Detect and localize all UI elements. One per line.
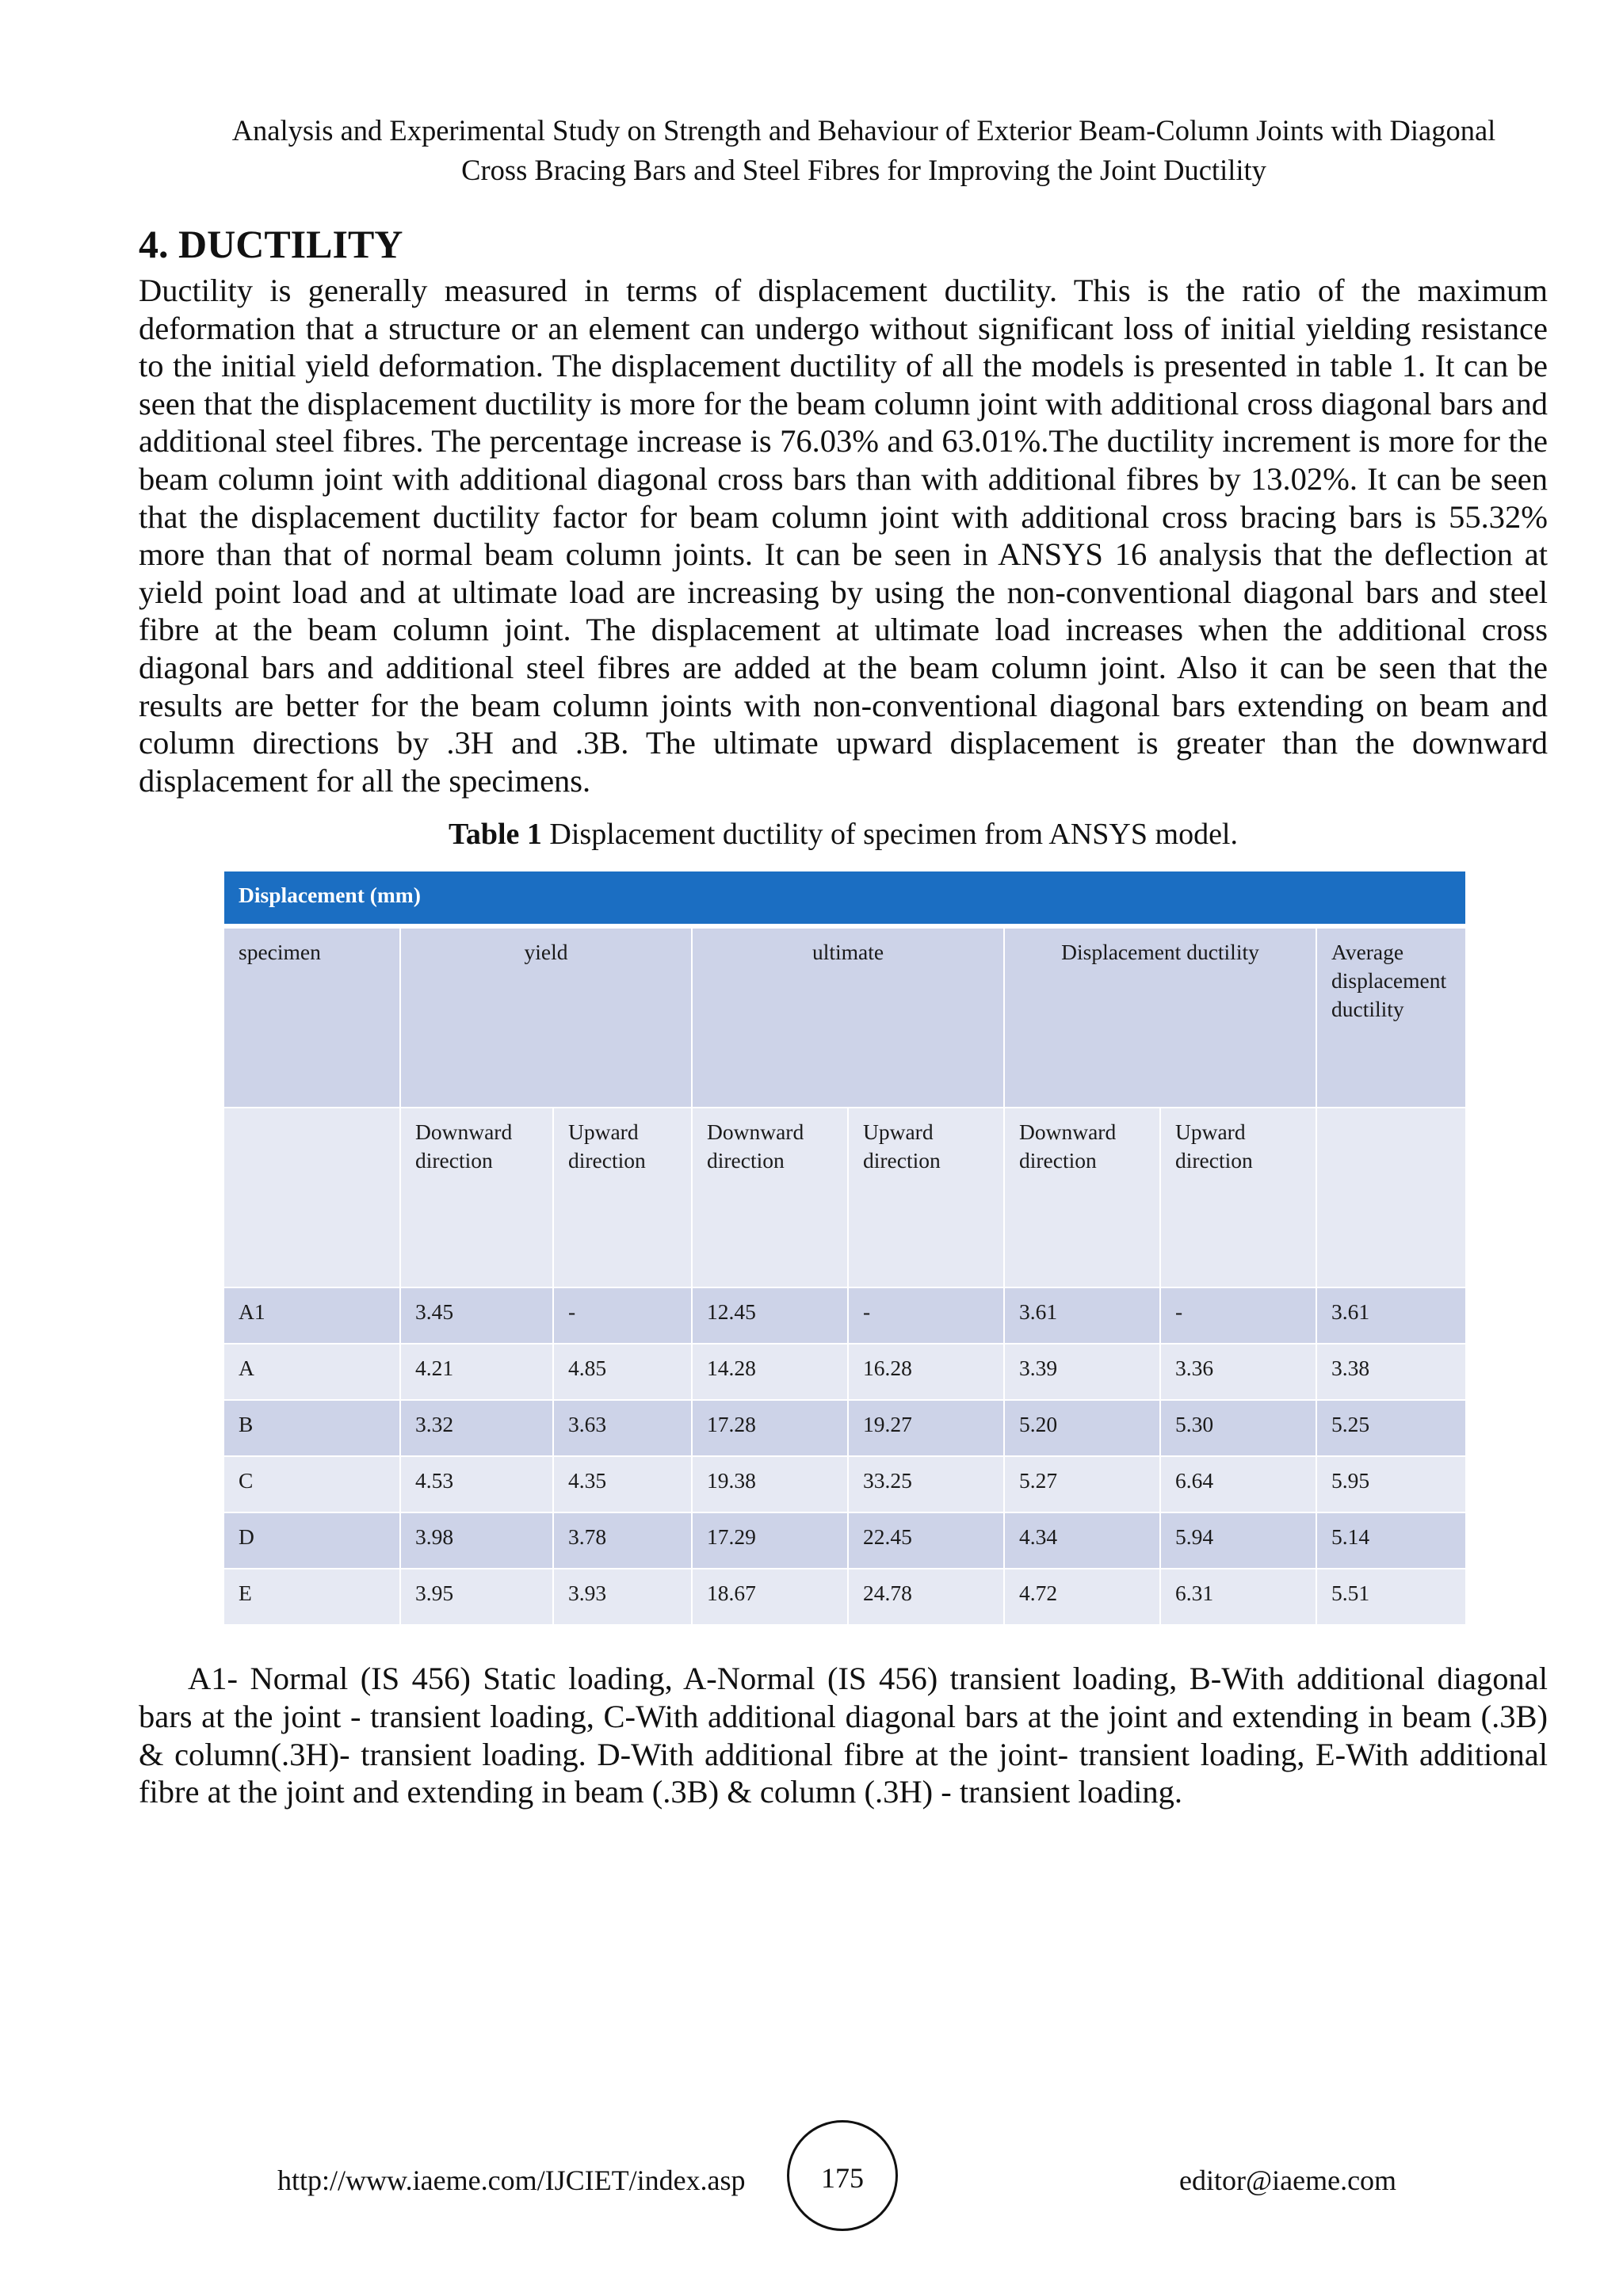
subheader-ultimate-up: Upward direction bbox=[848, 1108, 1004, 1287]
header-yield: yield bbox=[400, 926, 692, 1108]
cell-ductility-down: 3.61 bbox=[1004, 1287, 1160, 1344]
table-caption-text: Displacement ductility of specimen from ANSYS model. bbox=[541, 818, 1238, 851]
cell-ductility-up: 3.36 bbox=[1160, 1344, 1316, 1400]
table-band-row bbox=[223, 871, 1466, 926]
footer-url-link[interactable]: http://www.iaeme.com/IJCIET/index.asp bbox=[277, 2164, 746, 2196]
displacement-table bbox=[223, 870, 1467, 1626]
cell-ductility-up: 5.94 bbox=[1160, 1512, 1316, 1569]
cell-ductility-down: 5.27 bbox=[1004, 1456, 1160, 1512]
cell-specimen: C bbox=[223, 1456, 400, 1512]
cell-yield-up: - bbox=[553, 1287, 692, 1344]
cell-yield-down: 3.95 bbox=[400, 1569, 553, 1625]
ductility-paragraph: Ductility is generally measured in terms of displacement ductility. This is the ratio of the maximum deformation that a structure or an element can undergo without significant loss of initial yielding resistance to the initial yield deformation. The displacement ductility of all the models is presented in table 1. It can be seen that the displacement ductility is more for the beam column joint with additional cross diagonal bars and additional steel fibres. The percentage increase is 76.03% and 63.01%.The ductility increment is more for the beam column joint with additional diagonal cross bars than with additional fibres by 13.02%. It can be seen that the displacement ductility factor for beam column joint with additional cross bracing bars is 55.32% more than that of normal beam column joints. It can be seen in ANSYS 16 analysis that the deflection at yield point load and at ultimate load are increasing by using the non-conventional diagonal bars and steel fibre at the beam column joint. The displacement at ultimate load increases when the additional cross diagonal bars and additional steel fibres are added at the beam column joint. Also it can be seen that the results are better for the beam column joints with non-conventional diagonal bars extending on beam and column directions by .3H and .3B. The ultimate upward displacement is greater than the downward displacement for all the specimens. bbox=[139, 273, 1548, 799]
footer-email-link[interactable]: editor@iaeme.com bbox=[1179, 2164, 1397, 2196]
header-displacement-ductility: Displacement ductility bbox=[1004, 926, 1316, 1108]
subheader-average-empty bbox=[1316, 1108, 1466, 1287]
cell-yield-down: 3.32 bbox=[400, 1400, 553, 1456]
cell-ductility-up: 6.31 bbox=[1160, 1569, 1316, 1625]
table-row bbox=[223, 1512, 1466, 1569]
cell-yield-up: 4.35 bbox=[553, 1456, 692, 1512]
cell-yield-down: 3.45 bbox=[400, 1287, 553, 1344]
specimen-legend-paragraph: A1- Normal (IS 456) Static loading, A-Normal (IS 456) transient loading, B-With additional diagonal bars at the joint - transient loading, C-With additional diagonal bars at the joint and extending in beam (.3B) & column(.3H)- transient loading. D-With additional fibre at the joint- transient loading, E-With additional fibre at the joint and extending in beam (.3B) & column (.3H) - transient loading. bbox=[139, 1661, 1548, 1810]
table-row bbox=[223, 1344, 1466, 1400]
running-title-line-1: Analysis and Experimental Study on Strength and Behaviour of Exterior Beam-Column Joints with Diagonal bbox=[231, 114, 1496, 147]
cell-ductility-up: - bbox=[1160, 1287, 1316, 1344]
cell-ultimate-down: 19.38 bbox=[692, 1456, 848, 1512]
cell-ultimate-down: 14.28 bbox=[692, 1344, 848, 1400]
cell-ultimate-down: 17.29 bbox=[692, 1512, 848, 1569]
running-title-line-2: Cross Bracing Bars and Steel Fibres for Improving the Joint Ductility bbox=[461, 154, 1266, 186]
cell-average: 5.51 bbox=[1316, 1569, 1466, 1625]
table-row bbox=[223, 1400, 1466, 1456]
cell-ultimate-down: 18.67 bbox=[692, 1569, 848, 1625]
subheader-yield-down: Downward direction bbox=[400, 1108, 553, 1287]
cell-average: 3.61 bbox=[1316, 1287, 1466, 1344]
cell-average: 5.95 bbox=[1316, 1456, 1466, 1512]
page-number: 175 bbox=[787, 2120, 898, 2231]
cell-yield-up: 3.93 bbox=[553, 1569, 692, 1625]
cell-ultimate-up: - bbox=[848, 1287, 1004, 1344]
subheader-ductility-down: Downward direction bbox=[1004, 1108, 1160, 1287]
table-row bbox=[223, 1569, 1466, 1625]
table-caption bbox=[139, 816, 1548, 852]
section-heading: 4. DUCTILITY bbox=[139, 222, 403, 266]
cell-specimen: E bbox=[223, 1569, 400, 1625]
cell-yield-up: 3.63 bbox=[553, 1400, 692, 1456]
cell-ductility-up: 5.30 bbox=[1160, 1400, 1316, 1456]
cell-ductility-down: 4.34 bbox=[1004, 1512, 1160, 1569]
subheader-yield-up: Upward direction bbox=[553, 1108, 692, 1287]
table-subheader-row bbox=[223, 1108, 1466, 1287]
table-row bbox=[223, 1456, 1466, 1512]
table-header-row bbox=[223, 926, 1466, 1108]
table-caption-label: Table 1 bbox=[448, 818, 542, 851]
cell-yield-down: 4.21 bbox=[400, 1344, 553, 1400]
table-band-label: Displacement (mm) bbox=[223, 871, 1466, 926]
cell-ultimate-up: 19.27 bbox=[848, 1400, 1004, 1456]
subheader-ultimate-down: Downward direction bbox=[692, 1108, 848, 1287]
cell-specimen: A1 bbox=[223, 1287, 400, 1344]
cell-ultimate-up: 24.78 bbox=[848, 1569, 1004, 1625]
cell-yield-down: 4.53 bbox=[400, 1456, 553, 1512]
cell-yield-up: 4.85 bbox=[553, 1344, 692, 1400]
cell-ultimate-up: 22.45 bbox=[848, 1512, 1004, 1569]
cell-ductility-down: 5.20 bbox=[1004, 1400, 1160, 1456]
running-title bbox=[143, 111, 1585, 190]
cell-ductility-up: 6.64 bbox=[1160, 1456, 1316, 1512]
header-ultimate: ultimate bbox=[692, 926, 1004, 1108]
cell-ultimate-down: 17.28 bbox=[692, 1400, 848, 1456]
cell-ductility-down: 3.39 bbox=[1004, 1344, 1160, 1400]
cell-ductility-down: 4.72 bbox=[1004, 1569, 1160, 1625]
table-row bbox=[223, 1287, 1466, 1344]
header-average-ductility: Average displacement ductility bbox=[1316, 926, 1466, 1108]
cell-ultimate-up: 16.28 bbox=[848, 1344, 1004, 1400]
cell-specimen: A bbox=[223, 1344, 400, 1400]
cell-specimen: D bbox=[223, 1512, 400, 1569]
cell-specimen: B bbox=[223, 1400, 400, 1456]
subheader-empty bbox=[223, 1108, 400, 1287]
cell-average: 5.14 bbox=[1316, 1512, 1466, 1569]
cell-yield-down: 3.98 bbox=[400, 1512, 553, 1569]
cell-ultimate-up: 33.25 bbox=[848, 1456, 1004, 1512]
subheader-ductility-up: Upward direction bbox=[1160, 1108, 1316, 1287]
cell-average: 3.38 bbox=[1316, 1344, 1466, 1400]
cell-ultimate-down: 12.45 bbox=[692, 1287, 848, 1344]
header-specimen: specimen bbox=[223, 926, 400, 1108]
cell-yield-up: 3.78 bbox=[553, 1512, 692, 1569]
cell-average: 5.25 bbox=[1316, 1400, 1466, 1456]
